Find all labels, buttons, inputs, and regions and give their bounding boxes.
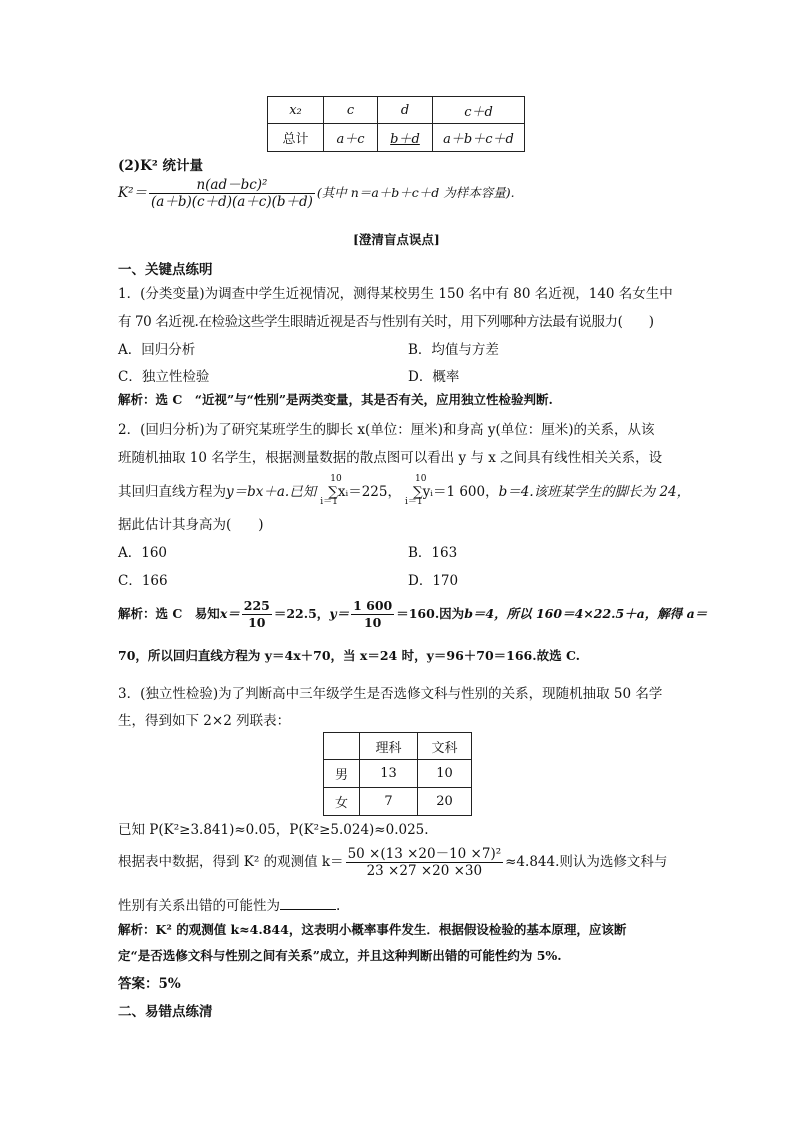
q2-line3 (118, 474, 691, 507)
table-cell: 7 (360, 788, 418, 816)
q3-calc-a: 根据表中数据，得到 K² 的观测值 k＝ (118, 854, 344, 870)
k2-formula (118, 177, 515, 210)
q1-option-d: D．概率 (408, 369, 460, 385)
table-cell: c＋d (433, 97, 525, 124)
q2-line3-c: xᵢ＝225， (337, 484, 401, 500)
q2-frac-1 (242, 598, 272, 631)
table-cell: 总计 (268, 124, 324, 152)
q2-line4: 据此估计其身高为( ) (118, 517, 264, 533)
k2-lhs: K²＝ (118, 185, 147, 201)
frac-denominator: 23 ×27 ×20 ×30 (366, 863, 483, 879)
q2-option-c: C．166 (118, 573, 168, 589)
q2-frac-2 (351, 598, 394, 631)
k2-heading: (2)K² 统计量 (118, 158, 204, 174)
q2-sol-a: 解析：选 C 易知 (118, 606, 220, 621)
q2-solution-line2: 70，所以回归直线方程为 y＝4x＋70，当 x＝24 时，y＝96＋70＝166.故选 C. (118, 648, 581, 663)
q2-line3-b: y＝bx＋a.已知 (226, 484, 317, 500)
section-title: [澄清盲点误点] (353, 232, 440, 247)
q3-given: 已知 P(K²≥3.841)≈0.05，P(K²≥5.024)≈0.025. (118, 822, 429, 838)
k2-fraction (149, 177, 315, 210)
q3-calc-b: ≈4.844.则认为选修文科与 (505, 854, 668, 870)
q2-line3-e: b＝4.该班某学生的脚长为 24， (498, 484, 691, 500)
q3-answer: 答案：5% (118, 976, 181, 992)
sum-symbol: 10 ∑ i＝1 (320, 474, 342, 507)
table-row (324, 788, 472, 816)
q1-option-a: A．回归分析 (118, 342, 196, 358)
sum-top: 10 (330, 474, 342, 484)
q2-line1: 2．(回归分析)为了研究某班学生的脚长 x(单位：厘米)和身高 y(单位：厘米)的关系，从该 (118, 422, 655, 438)
q2-solution-line1 (118, 598, 707, 631)
table-cell: 女 (324, 788, 360, 816)
q2-option-b: B．163 (408, 545, 458, 561)
q2-sol-b: x＝ (219, 606, 240, 621)
table-cell: x₂ (268, 97, 324, 124)
answer-blank[interactable] (280, 897, 336, 910)
frac-numerator: 1 600 (353, 598, 393, 613)
q1-line1: 1．(分类变量)为调查中学生近视情况，测得某校男生 150 名中有 80 名近视，140 名女生中 (118, 286, 673, 302)
q3-question-end (118, 894, 340, 914)
frac-numerator: 50 ×(13 ×20－10 ×7)² (347, 846, 502, 862)
q2-option-d: D．170 (408, 573, 459, 589)
q2-sol-e: ＝160.因为 (396, 606, 465, 621)
q3-solution-line1: 解析：K² 的观测值 k≈4.844，这表明小概率事件发生．根据假设检验的基本原理，应该断 (118, 922, 627, 937)
k2-note: (其中 n＝a＋b＋c＋d 为样本容量). (316, 185, 515, 200)
q3-line1: 3．(独立性检验)为了判断高中三年级学生是否选修文科与性别的关系，现随机抽取 50 名学 (118, 686, 663, 702)
table-cell: 10 (418, 760, 472, 788)
table-header: 理科 (360, 733, 418, 760)
table-cell: 13 (360, 760, 418, 788)
k2-numerator: n(ad－bc)² (149, 177, 315, 194)
q3-line2: 生，得到如下 2×2 列联表： (118, 713, 291, 729)
sum-top: 10 (414, 474, 427, 484)
table-row (324, 760, 472, 788)
contingency-table-top (267, 96, 525, 152)
frac-denominator: 10 (248, 615, 266, 630)
sum-bottom: i＝1 (320, 497, 338, 507)
part2-heading: 二、易错点练清 (118, 1004, 213, 1020)
table-cell (324, 733, 360, 760)
frac-denominator: 10 (363, 615, 382, 630)
q2-line3-a: 其回归直线方程为 (118, 484, 226, 500)
q3-calc-fraction (346, 846, 504, 879)
sum-symbol: 10 ∑ i＝1 (404, 474, 427, 507)
q1-option-c: C．独立性检验 (118, 369, 210, 385)
q2-line3-d: yᵢ＝1 600， (422, 484, 499, 500)
table-cell: b＋d (378, 124, 433, 152)
part1-heading: 一、关键点练明 (118, 262, 213, 278)
sum-bottom: i＝1 (404, 497, 423, 507)
q3-line-last-end: . (336, 898, 341, 914)
q2-sol-c: ＝22.5， (273, 606, 330, 621)
q1-solution: 解析：选 C “近视”与“性别”是两类变量，其是否有关，应用独立性检验判断. (118, 392, 553, 407)
q2-sol-f: b＝4，所以 160＝4×22.5＋a，解得 a＝ (464, 606, 708, 621)
table-cell: c (324, 97, 378, 124)
q2-line2: 班随机抽取 10 名学生，根据测量数据的散点图可以看出 y 与 x 之间具有线性相关关系，设 (118, 450, 663, 466)
contingency-table-2x2 (323, 732, 472, 816)
table-cell: 20 (418, 788, 472, 816)
table-cell: 男 (324, 760, 360, 788)
k2-denominator: (a＋b)(c＋d)(a＋c)(b＋d) (151, 194, 313, 210)
q3-line-last: 性别有关系出错的可能性为 (118, 898, 280, 914)
q1-option-b: B．均值与方差 (408, 342, 499, 358)
q2-option-a: A．160 (118, 545, 168, 561)
table-cell: d (378, 97, 433, 124)
table-cell: a＋c (324, 124, 378, 152)
q3-solution-line2: 定“是否选修文科与性别之间有关系”成立，并且这种判断出错的可能性约为 5%. (118, 948, 562, 963)
table-cell: a＋b＋c＋d (433, 124, 525, 152)
q2-sol-d: y＝ (329, 606, 350, 621)
table-header: 文科 (418, 733, 472, 760)
frac-numerator: 225 (243, 598, 270, 613)
q1-line2: 有 70 名近视.在检验这些学生眼睛近视是否与性别有关时，用下列哪种方法最有说服力( ) (118, 314, 654, 330)
q3-calc-line (118, 846, 667, 879)
